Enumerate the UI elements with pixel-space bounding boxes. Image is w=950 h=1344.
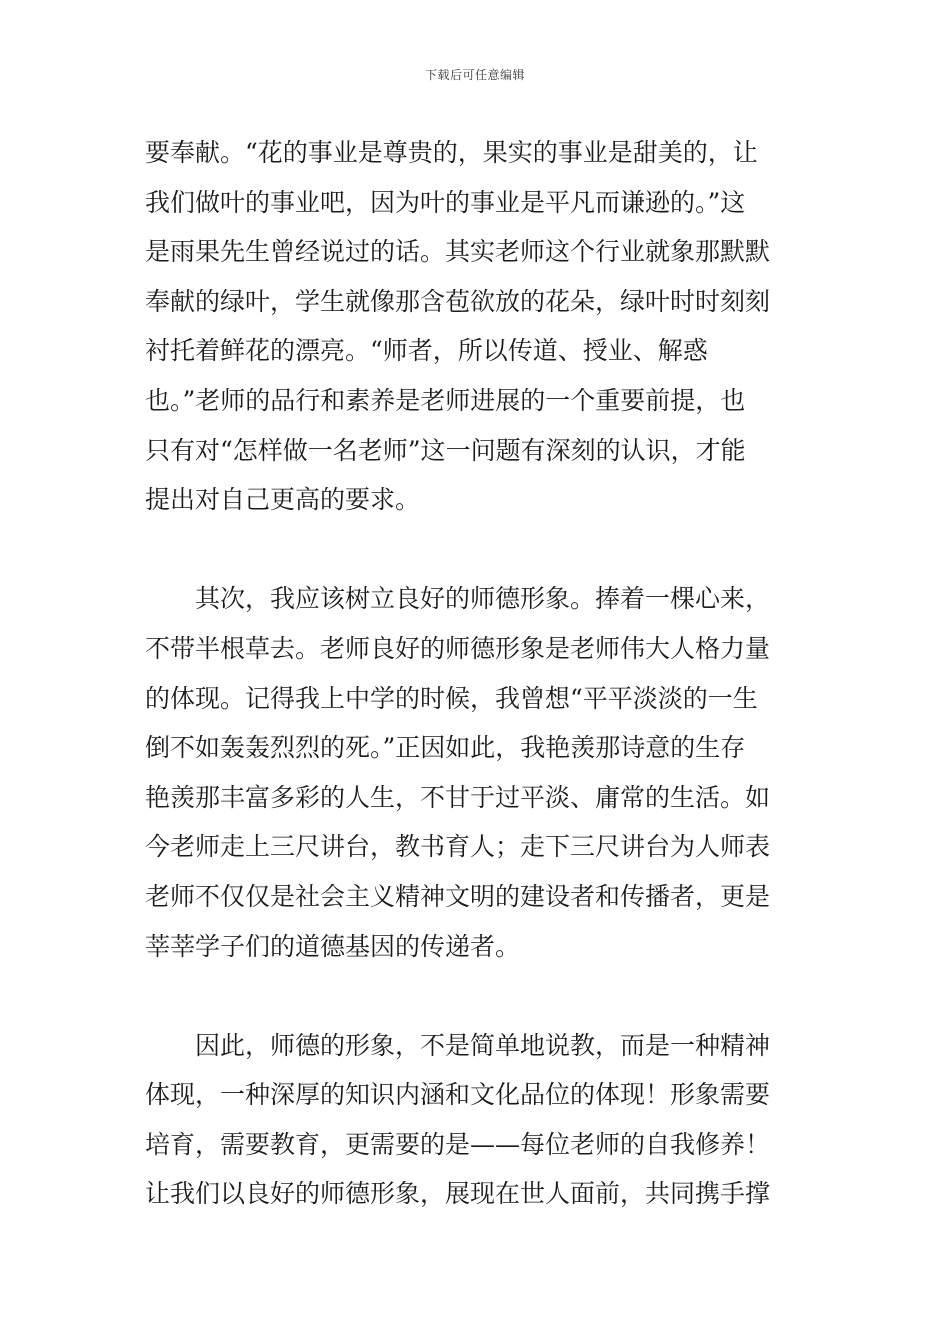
text-line: 是雨果先生曾经说过的话。其实老师这个行业就象那默默: [145, 237, 771, 267]
text-line: 因此，师德的形象，不是简单地说教，而是一种精神: [145, 1030, 771, 1060]
text-line: 艳羡那丰富多彩的人生，不甘于过平淡、庸常的生活。如: [145, 782, 771, 812]
text-line: 今老师走上三尺讲台，教书育人；走下三尺讲台为人师表: [145, 832, 771, 862]
text-line: 让我们以良好的师德形象，展现在世人面前，共同携手撑: [145, 1179, 771, 1209]
text-line: 培育，需要教育，更需要的是——每位老师的自我修养！: [145, 1129, 771, 1159]
text-line: 体现，一种深厚的知识内涵和文化品位的体现！形象需要: [145, 1080, 771, 1110]
text-line: 老师不仅仅是社会主义精神文明的建设者和传播者，更是: [145, 881, 771, 911]
paragraph-1: [145, 128, 805, 525]
text-line: 不带半根草去。老师良好的师德形象是老师伟大人格力量: [145, 633, 771, 663]
text-line: 奉献的绿叶，学生就像那含苞欲放的花朵，绿叶时时刻刻: [145, 286, 771, 316]
paragraph-spacer: [145, 525, 805, 575]
text-line: 倒不如轰轰烈烈的死。”正因如此，我艳羡那诗意的生存: [145, 733, 746, 763]
document-body: [145, 128, 805, 1219]
text-line: 只有对“怎样做一名老师”这一问题有深刻的认识，才能: [145, 435, 746, 465]
text-line: 其次，我应该树立良好的师德形象。捧着一棵心来，: [145, 584, 771, 614]
text-line: 的体现。记得我上中学的时候，我曾想“平平淡淡的一生: [145, 683, 758, 713]
paragraph-3: [145, 1021, 805, 1219]
page-header: 下载后可任意编辑: [424, 68, 525, 82]
paragraph-spacer: [145, 971, 805, 1021]
text-line: 也。”老师的品行和素养是老师进展的一个重要前提，也: [145, 385, 746, 415]
text-line: 衬托着鲜花的漂亮。“师者，所以传道、授业、解惑: [145, 336, 708, 366]
text-line: 要奉献。“花的事业是尊贵的，果实的事业是甜美的，让: [145, 138, 758, 167]
text-line: 我们做叶的事业吧，因为叶的事业是平凡而谦逊的。”这: [145, 187, 746, 217]
text-line: 莘莘学子们的道德基因的传递者。: [145, 931, 521, 961]
paragraph-2: [145, 574, 805, 971]
text-line: 提出对自己更高的要求。: [145, 485, 421, 515]
